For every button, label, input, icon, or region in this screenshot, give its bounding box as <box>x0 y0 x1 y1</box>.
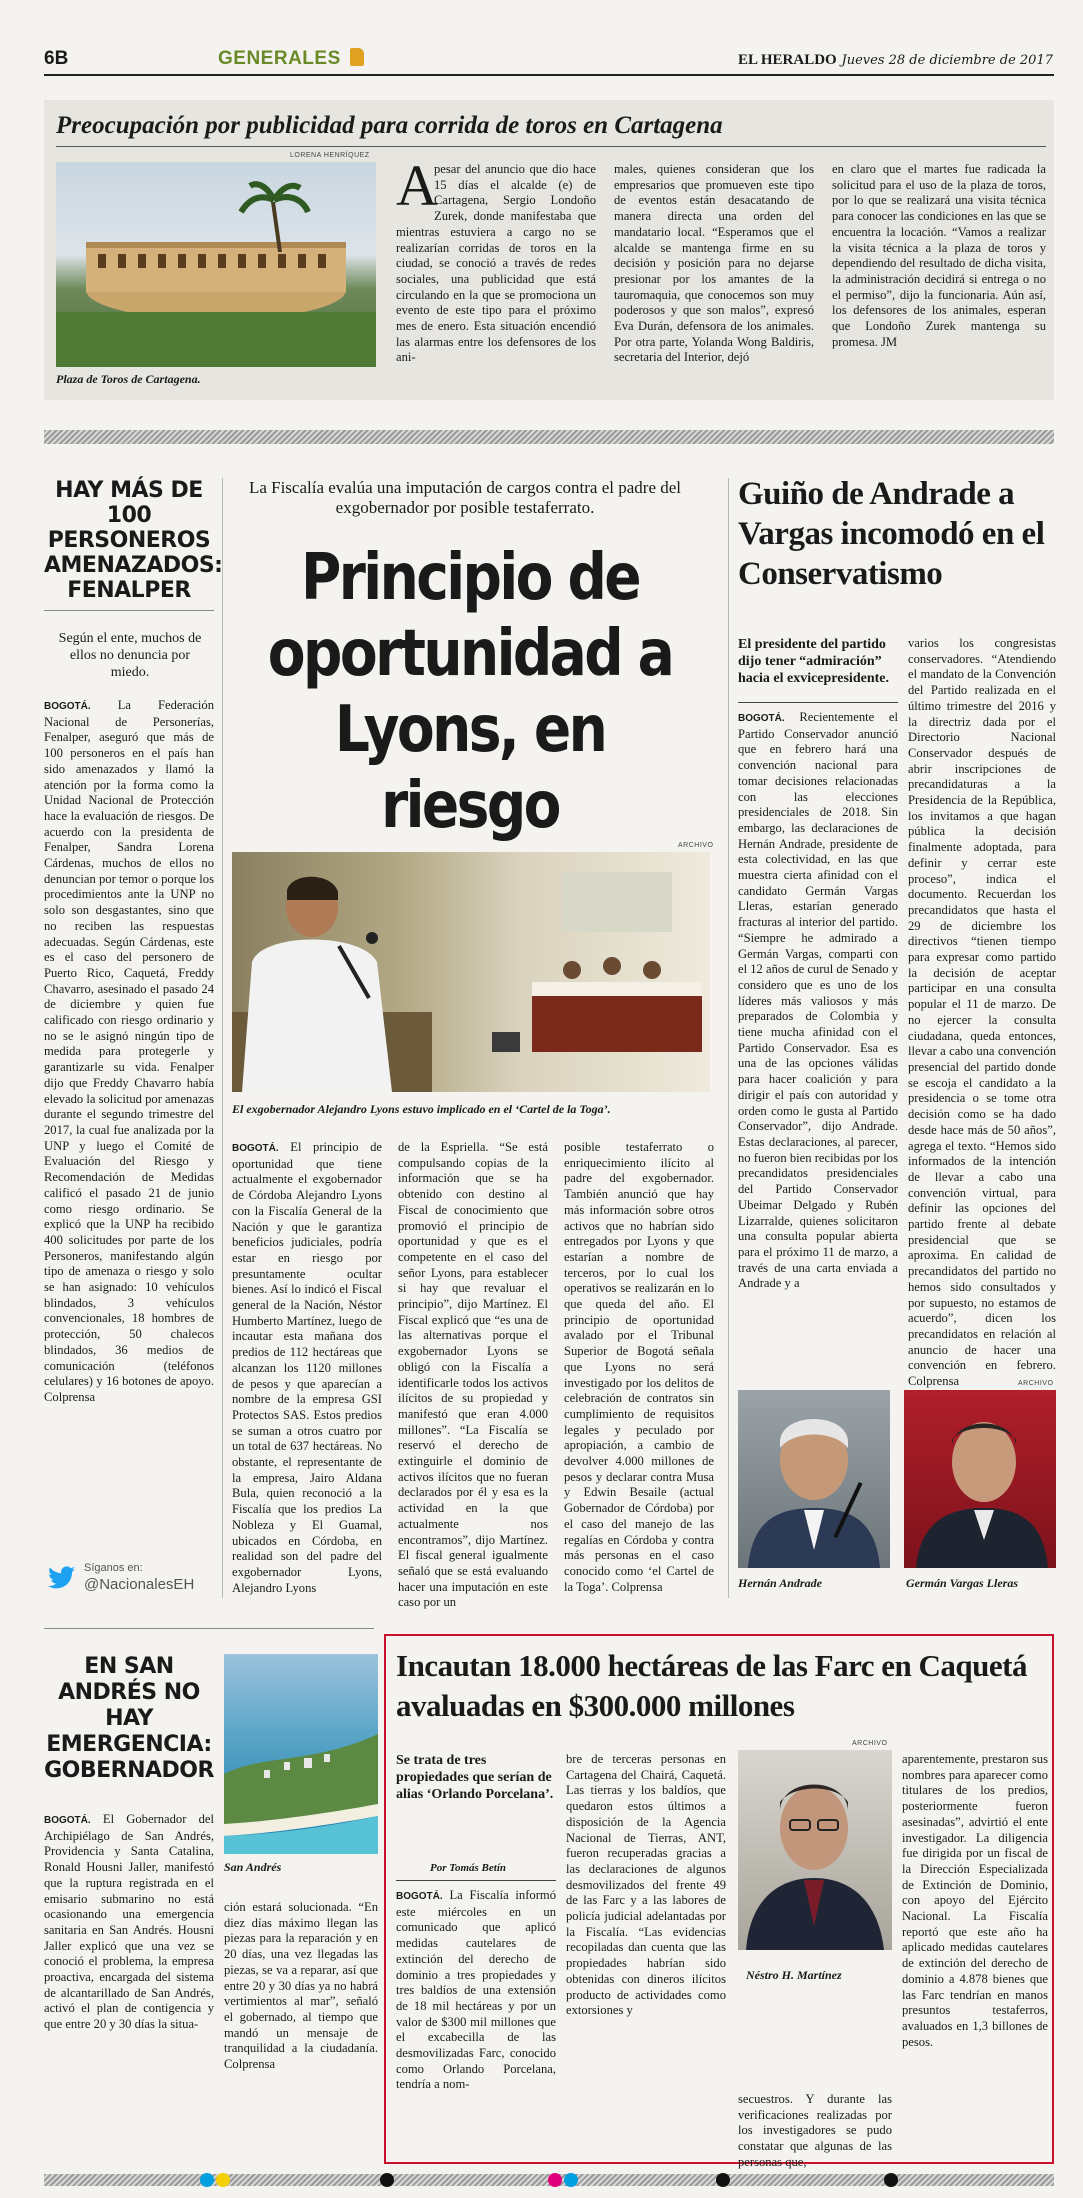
andrade-dateline: BOGOTÁ. <box>738 713 785 724</box>
fenalper-rule <box>44 610 214 611</box>
twitter-bird-icon <box>48 1566 76 1590</box>
farc-headline: Incautan 18.000 hectáreas de las Farc en Caquetá avaluadas en $300.000 millones <box>396 1648 1027 1723</box>
lyons-kicker: La Fiscalía evalúa una imputación de cargos contra el padre del exgobernador por posible testaferrato. <box>248 478 682 517</box>
bullring-photo <box>56 162 376 367</box>
san-andres-caption: San Andrés <box>224 1860 282 1874</box>
andrade-deck: El presidente del partido dijo tener “admiración” hacia el exvicepresidente. <box>738 637 889 686</box>
section-icon <box>350 48 364 66</box>
left-column-rule <box>222 478 223 1598</box>
lyons-photo-credit: ARCHIVO <box>678 842 714 849</box>
top-story-col3: en claro que el martes fue radicada la solicitud para el uso de la plaza de toros, por lo que se realizará una visita técnica para conocer las condiciones en las que se encuentra la locación. “Vamos a realizar la visita técnica a la plaza de toros y dependiendo del resultado de dicha visita, la administración decidirá si entrega o no el permiso”, dijo la funcionaria. Aún así, los defensores de los animales, esperan que Londoño Zurek mantenga su promesa. JM <box>832 162 1046 349</box>
martinez-caption: Néstro H. Martínez <box>746 1968 842 1982</box>
andrade-caption: Hernán Andrade <box>738 1576 822 1590</box>
martinez-portrait <box>738 1750 892 1950</box>
reg-dot-black-1 <box>380 2173 394 2187</box>
fenalper-deck: Según el ente, muchos de ellos no denuncia por miedo. <box>58 631 202 680</box>
fenalper-dateline: BOGOTÁ. <box>44 701 91 712</box>
andrade-col1: BOGOTÁ. Recientemente el Partido Conservador anunció que en febrero hará una convención nacional para tomar decisiones relacionadas con las elecciones presidenciales de 2018. Sin embargo, las declaraciones de Hernán Andrade, presidente de esta colectividad, en las que muestra cierta afinidad con el candidato Germán Vargas Lleras, estarían generado fracturas al interior del partido. “Siempre he admirado a Germán Vargas, comparti con el 12 años de curul de Senado y considero que es uno de los líderes más valiosos y más preparados de Colombia y tiene mucha afinidad con el Partido Conservador. Esa es una de las opciones válidas para hacer coalición y para dirigir el país con autoridad y orden como le gusta al Partido Conservador”, dijo Andrade. Estas declaraciones, al parecer, no fueron bien recibidas por los precandidatos presidenciales del Partido Conservador Ubeimar Delgado y Rubén Lizarralde, quienes solicitaron una consulta popular abierta para el próximo 11 de marzo, a través de una carta enviada a Andrade y a <box>738 710 898 1291</box>
section-label: GENERALES <box>218 48 364 70</box>
lyons-col2: de la Espriella. “Se está compulsando copias de la información que se ha obtenido con destino al Fiscal de conocimiento que promovió el principio de oportunidad y que es el competente en el caso del señor Lyons, para establecer si hay que revaluar el principio”, dijo Martínez. El Fiscal explicó que “es una de las alternativas porque el exgobernador Lyons se obligó con la Fiscalía a identificarle todos los activos ilícitos de su propiedad y manifestó que eran 4.000 millones”. “La Fiscalía se reservó el derecho de extinguirle el dominio de activos ilícitos que no fueran declarados por él y esa es la actividad en la que actualmente nos encontramos”, dijo Martínez. El fiscal general igualmente señaló que se está evaluando hacer una imputación en este caso por un <box>398 1140 548 1610</box>
top-story-rule <box>56 146 1046 147</box>
reg-dot-cyan-2 <box>564 2173 578 2187</box>
reg-dot-cyan <box>200 2173 214 2187</box>
san-andres-dateline: BOGOTÁ. <box>44 1815 91 1826</box>
page-number: 6B <box>44 48 69 69</box>
nestor-martinez-photo <box>738 1750 892 1950</box>
top-story-col2: males, quienes consideran que los empresarios que promueven este tipo de eventos están desacatando de manera directa una orden del mandatario local. “Esperamos que el alcalde se mantenga firme en su decisión y posición para no dejarse presionar por los amantes de la tauromaquia, que conocemos son muy poderosos y que son malos”, expresó Eva Durán, defensora de los animales. Por otra parte, Yolanda Wong Baldiris, secretaria del Interior, dejó <box>614 162 814 365</box>
farc-deck: Se trata de tres propiedades que serían de alias ‘Orlando Porcelana’. <box>396 1753 554 1802</box>
hernan-andrade-photo <box>738 1390 890 1568</box>
reg-dot-yellow <box>216 2173 230 2187</box>
masthead <box>738 50 1053 69</box>
social-handle[interactable]: @NacionalesEH <box>84 1576 195 1593</box>
san-andres-headline: EN SAN ANDRÉS NO HAY EMERGENCIA: GOBERNADOR <box>44 1654 214 1783</box>
bullring-illustration <box>56 162 376 367</box>
farc-dateline: BOGOTÁ. <box>396 1891 443 1902</box>
andrade-deck-rule <box>738 702 898 703</box>
social-label: Síganos en: <box>84 1562 143 1574</box>
issue-date: Jueves 28 de diciembre de 2017 <box>841 53 1053 68</box>
reg-dot-black-3 <box>884 2173 898 2187</box>
lyons-col3: posible testaferrato o enriquecimiento ilícito al padre del exgobernador. También anunció que hay más información sobre otros activos que no habrían sido entregados por Lyons y que estarían a nombre de terceros, por lo cual los operativos se realizarán en lo que queda del año. El principio de oportunidad avalado por el Tribunal Superior de Bogotá señala que Lyons no será investigado por los delitos de celebración de contratos sin cumplimiento de requisitos legales y peculado por apropiación, a cambio de devolver 4.000 millones de pesos y declarar contra Musa y Edwin Besaile (actual Gobernador de Córdoba) por el caso del manejo de las regalías en Córdoba y contra más personas en el caso conocido como ‘el Cartel de la Toga’. Colprensa <box>564 1140 714 1594</box>
top-photo-caption: Plaza de Toros de Cartagena. <box>56 372 201 386</box>
farc-byline-rule <box>396 1880 556 1881</box>
top-photo-credit: LORENA HENRÍQUEZ <box>290 152 370 159</box>
farc-col3: secuestros. Y durante las verificaciones realizadas por los investigadores se pudo constatar que algunas de las personas que, <box>738 2092 892 2169</box>
hatched-divider-top <box>44 430 1054 444</box>
drop-cap: A <box>396 153 438 218</box>
bottom-divider-rule <box>44 1628 374 1629</box>
german-vargas-photo <box>904 1390 1056 1568</box>
andrade-photo-credit: ARCHIVO <box>1018 1380 1054 1387</box>
farc-col2: bre de terceras personas en Cartagena del Chairá, Caquetá. Las tierras y los baldíos, que quedaron estos últimos a disposición de la Agencia Nacional de Tierras, ANT, fueron recuperadas gracias a las declaraciones de algunos desmovilizados del frente 49 de las Farc y a las labores de policía judicial adelantadas por la Fiscalía. “Las evidencias recopiladas dan cuenta que las propiedades habrían sido obtenidas con dineros ilícitos producto de actividades como extorsiones y <box>566 1752 726 2018</box>
center-column-rule <box>728 478 729 1598</box>
lyons-headline: Principio de oportunidad a Lyons, en riesgo <box>267 541 673 843</box>
san-andres-photo <box>224 1654 378 1854</box>
farc-col4: aparentemente, prestaron sus nombres para aparecer como titulares de los predios, posteriormente fueron asesinadas”, advirtió el ente investigador. La diligencia fue dirigida por un fiscal de la Dirección Especializada de Extinción de Dominio, con apoyo del Ejército Nacional. La Fiscalía reportó que este año ha aplicado medidas cautelares de extinción del derecho de dominio a 4.878 bienes que las Farc tendrían en manos presuntos testaferros, avaluados en 1,3 billones de pesos. <box>902 1752 1048 2049</box>
fenalper-headline: HAY MÁS DE 100 PERSONEROS AMENAZADOS: FENALPER <box>44 478 223 603</box>
reg-dot-magenta <box>548 2173 562 2187</box>
top-story-headline: Preocupación por publicidad para corrida de toros en Cartagena <box>56 112 723 139</box>
social-follow <box>44 1560 214 1600</box>
farc-col1: BOGOTÁ. La Fiscalía informó este miércoles en un comunicado que aplicó medidas cautelares de extinción del derecho de dominio a tres propiedades y tres baldíos de una extensión de 18 mil hectáreas y por un valor de $300 mil millones que el excabecilla de las desmovilizadas Farc, conocido como Orlando Porcelana, tendría a nom- <box>396 1888 556 2092</box>
andrade-col2: varios los congresistas conservadores. “Atendiendo el mandato de la Convención del Partido realizada en el último trimestre del 2016 y la directriz dada por el Directorio Nacional Conservador después de abrir inscripciones de precandidaturas a la Presidencia de la República, los invitamos a que hagan pública la decisión finalmente adoptada, para definir y cerrar este proceso”, indica el documento. Recuerdan los precandidatos que hasta el 29 de diciembre los directivos “tienen tiempo para expresar como partido la decisión de aceptar participar en una consulta popular el 11 de marzo. De no ejercer la consulta ciudadana, queda entonces, llevar a cabo una convención presencial del partido donde se escoja el candidato a la presidencia o se tome otra decisión como se ha dado desde hace más de 50 años”, agrega el texto. “Hemos sido informados de la intención de llevar a cabo una convención virtual, para definir las opciones del partido frente al debate presidencial que se aproxima. En calidad de precandidatos del partido no hemos sido consultados y por supuesto, no estamos de acuerdo”, dicen los precandidatos en relación al anuncio de hacer una convención en febrero. Colprensa <box>908 636 1056 1389</box>
top-story-col1: pesar del anuncio que dio hace 15 días el alcalde (e) de Cartagena, Sergio Londoño Zurek, donde manifestaba que mientras estuviera a cargo no se realizarían corridas de toros en la ciudad, se conoció a través de redes sociales, una publicidad que está circulando en la que se promociona un evento de este tipo para el próximo mes de enero. Esta situación encendió las alarmas entre los defensores de los ani- <box>396 162 596 365</box>
fenalper-body: BOGOTÁ. La Federación Nacional de Personerías, Fenalper, aseguró que más de 100 personeros en el país han sido amenazados y llamó la atención por la forma como la Unidad Nacional de Protección hace la evaluación de riesgos. De acuerdo con la presidenta de Fenalper, Sandra Lorena Cárdenas, muchos de ellos no denuncian por temor o porque los procedimientos ante la UNP no solo son desgastantes, sino que no reciben las respuestas adecuadas. Según Cárdenas, este es el caso del personero de Puerto Rico, Caquetá, Freddy Chavarro, asesinado el pasado 24 de diciembre y quien fue calificado con riesgo ordinario y no se le asignó ningún tipo de medida para protegerle y garantizarle su vida. Fenalper dijo que Freddy Chavarro había elevado la solicitud por amenazas durante el segundo trimestre del 2017, la cual fue analizada por la UNP y luego el Comité de Evaluación del Riesgo y Recomendación de Medidas calificó el pasado 21 de junio como riesgo ordinario. Se explicó que la UNP ha recibido 400 solicitudes por parte de los Personeros, manifestando algún tipo de amenaza o riesgo y solo se han asignado: 10 vehículos blindados, 3 vehículos convencionales, 18 hombres de protección, 50 chalecos blindados, 36 medios de comunicación (teléfonos celulares) y 16 botones de apoyo. Colprensa <box>44 698 214 1404</box>
lyons-dateline: BOGOTÁ. <box>232 1143 279 1154</box>
vargas-portrait <box>904 1390 1056 1568</box>
lyons-col1: BOGOTÁ. El principio de oportunidad que tiene actualmente el exgobernador de Córdoba Alejandro Lyons con la Fiscalía General de la Nación y que le garantiza beneficios judiciales, podría estar en riesgo por presuntamente ocultar bienes. Así lo indicó el Fiscal general de la Nación, Néstor Humberto Martínez, luego de incautar esta mañana dos predios de 112 hectáreas que alcanzan los 1120 millones de pesos y que aparecían a nombre de la empresa GSI Protectos SAS. Estos predios se suman a otros cuatro por un total de 637 hectáreas. No obstante, el representante de la empresa, Jairo Aldana Bula, quien reconoció a la Fiscalía que los predios La Nobleza y El Guamal, ubicados en Córdoba, en realidad son del padre del exgobernador Lyons, Alejandro Lyons <box>232 1140 382 1595</box>
lyons-photo-caption: El exgobernador Alejandro Lyons estuvo implicado en el ‘Cartel de la Toga’. <box>232 1102 611 1116</box>
farc-byline: Por Tomás Betín <box>430 1862 506 1874</box>
vargas-caption: Germán Vargas Lleras <box>906 1576 1019 1590</box>
newspaper-name: EL HERALDO <box>737 52 837 68</box>
san-andres-col2: ción estará solucionada. “En diez días máximo llegan las piezas para la reparación y en 20 días, una vez llegadas las piezas, se va a reparar, así que entre 20 y 30 días ya no habrá vertimientos al mar”, señaló el gobernado, al tiempo que mandó un mensaje de tranquilidad a la ciudadanía. Colprensa <box>224 1900 378 2072</box>
andrade-headline: Guiño de Andrade a Vargas incomodó en el Conservatismo <box>738 476 1045 592</box>
speaker-at-podium-illustration <box>232 852 710 1092</box>
farc-photo-credit: ARCHIVO <box>852 1740 888 1747</box>
andrade-portrait <box>738 1390 890 1568</box>
island-aerial-illustration <box>224 1654 378 1854</box>
reg-dot-black-2 <box>716 2173 730 2187</box>
header-rule <box>44 74 1054 76</box>
san-andres-col1: BOGOTÁ. El Gobernador del Archipiélago de San Andrés, Providencia y Santa Catalina, Ronald Housni Jaller, manifestó que la ruptura registrada en el emisario submarino no está ocasionando una emergencia sanitaria en San Andrés. Housni Jaller explicó que una vez se conoció el problema, la empresa proactiva, encargada del sistema de alcantarillado de San Andrés, activó el plan de contigencia y que entre 20 y 30 días la situa- <box>44 1812 214 2032</box>
lyons-photo <box>232 852 710 1092</box>
